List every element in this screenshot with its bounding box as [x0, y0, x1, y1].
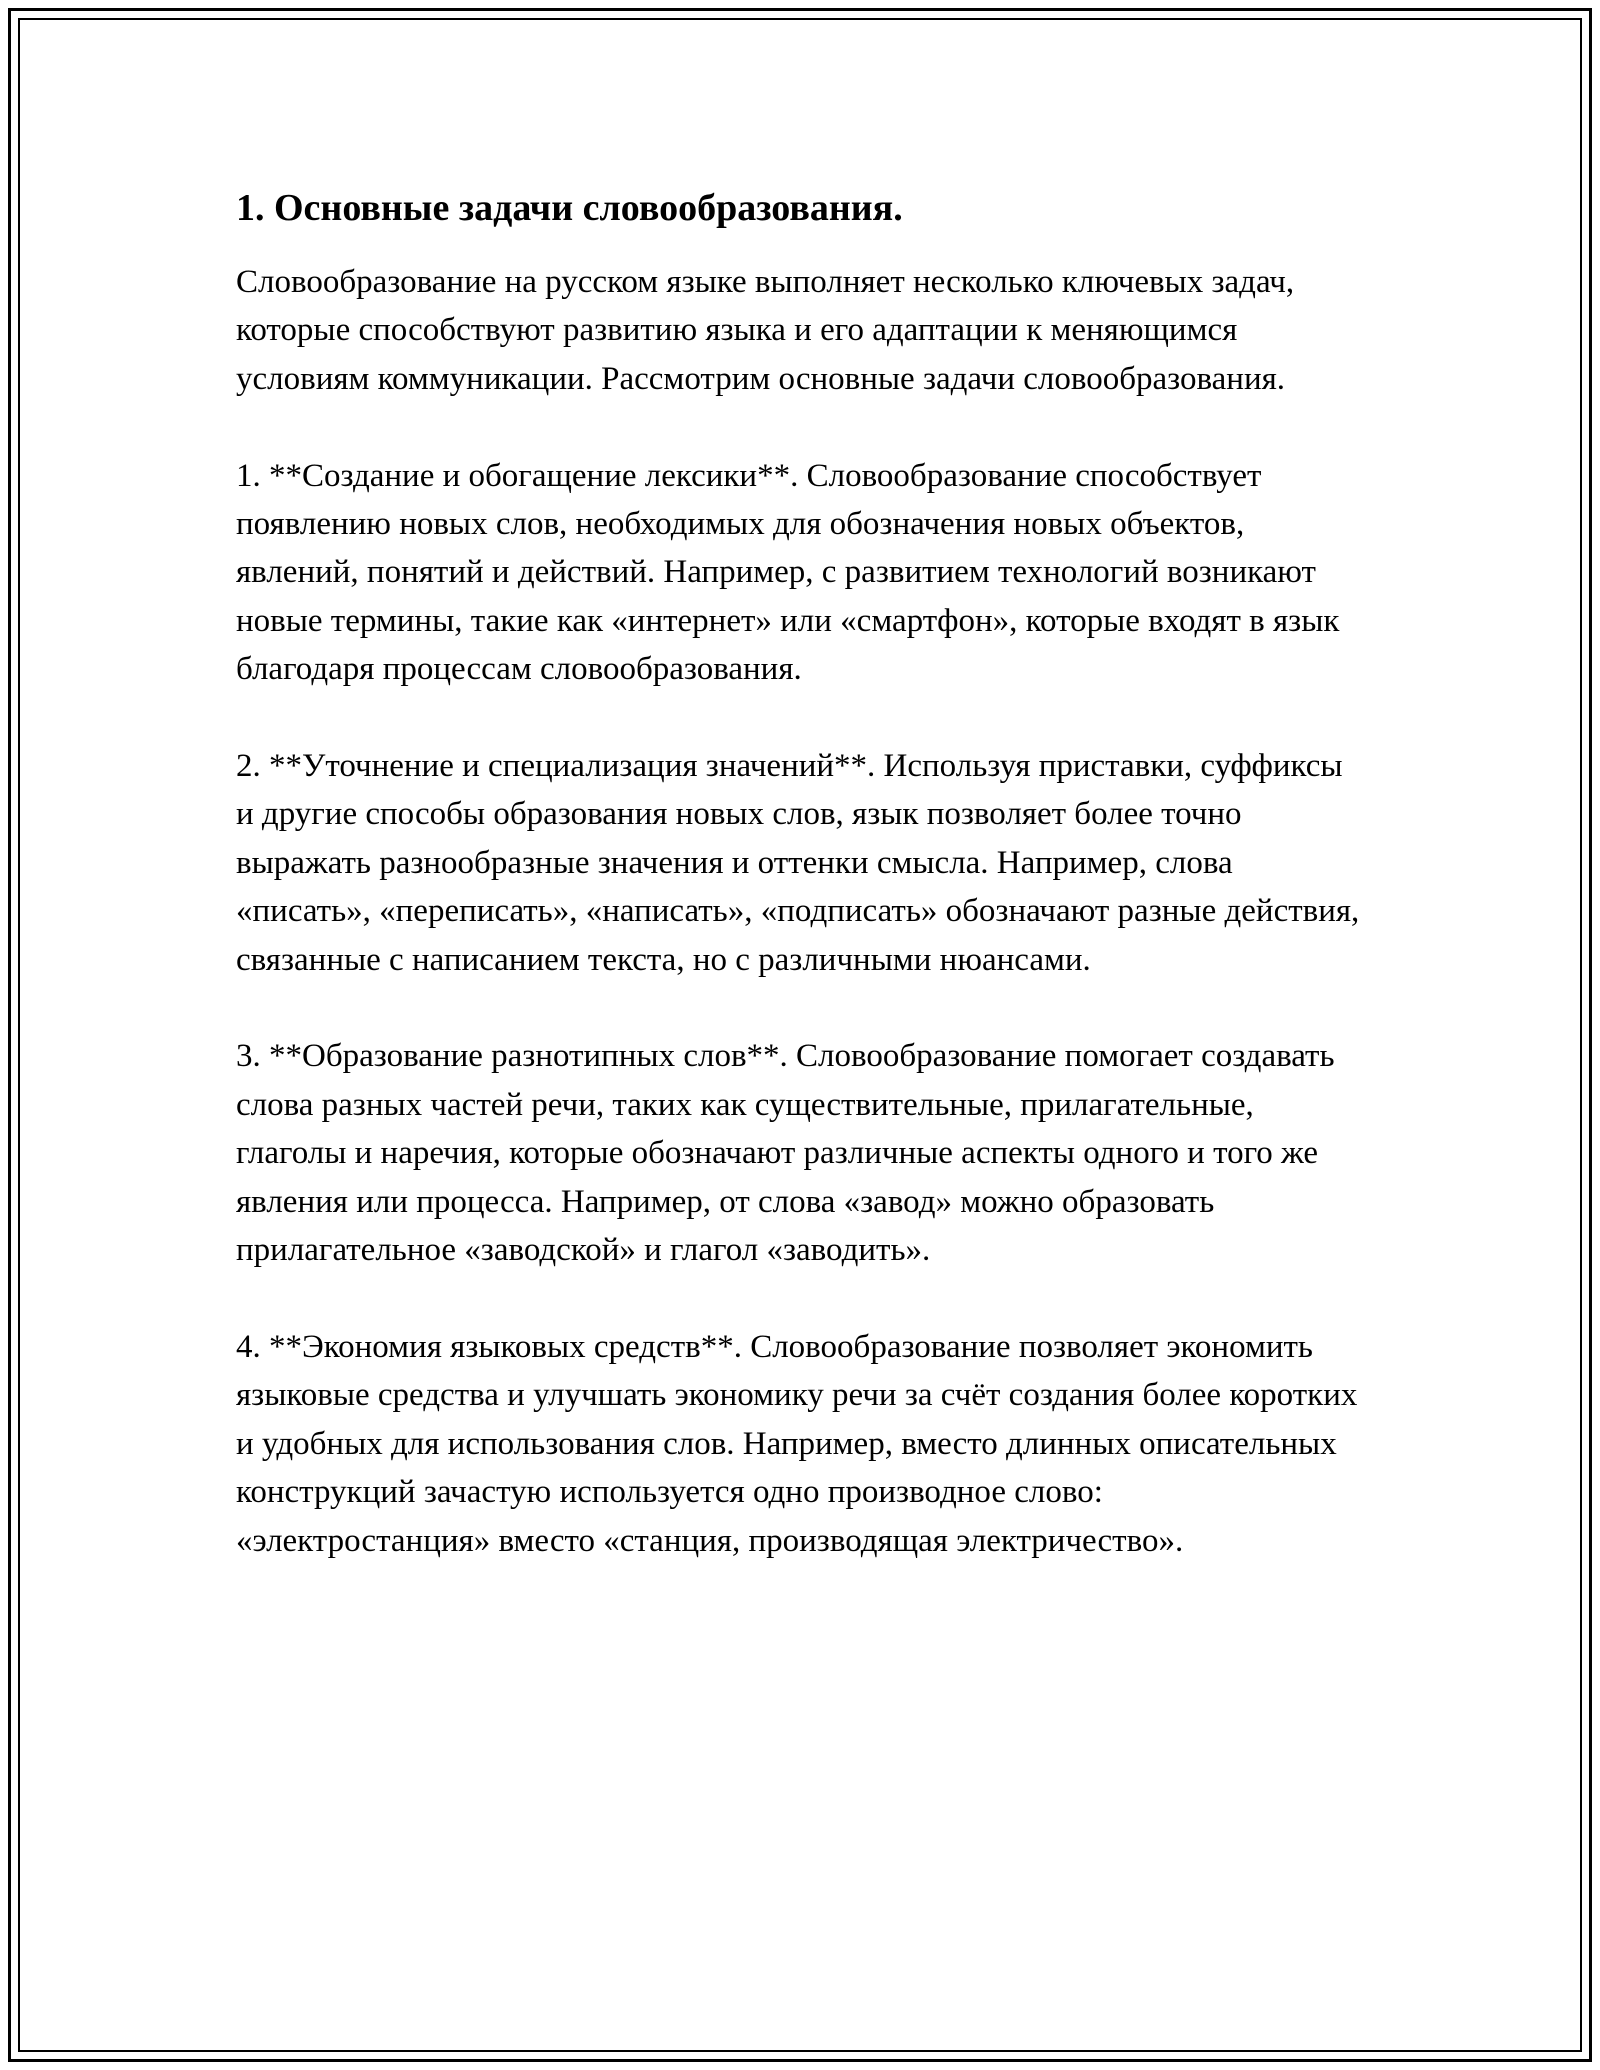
document-body — [236, 184, 1361, 1565]
list-item: 4. **Экономия языковых средств**. Словообразование позволяет экономить языковые средства и улучшать экономику речи за счёт создания более коротких и удобных для использования слов. Например, вместо длинных описательных конструкций зачастую используется одно производное слово: «электростанция» вместо «станция, производящая электричество». — [236, 1328, 1358, 1559]
list-item: 1. **Создание и обогащение лексики**. Словообразование способствует появлению новых слов, необходимых для обозначения новых объектов, явлений, понятий и действий. Например, с развитием технологий возникают новые термины, такие как «интернет» или «смартфон», которые входят в язык благодаря процессам словообразования. — [236, 457, 1340, 688]
document-heading: 1. Основные задачи словообразования. — [236, 187, 903, 229]
list-item: 3. **Образование разнотипных слов**. Словообразование помогает создавать слова разных частей речи, таких как существительные, прилагательные, глаголы и наречия, которые обозначают различные аспекты одного и того же явления или процесса. Например, от слова «завод» можно образовать прилагательное «заводской» и глагол «заводить». — [236, 1038, 1335, 1269]
list-item: 2. **Уточнение и специализация значений**. Используя приставки, суффиксы и другие способы образования новых слов, язык позволяет более точно выражать разнообразные значения и оттенки смысла. Например, слова «писать», «переписать», «написать», «подписать» обозначают разные действия, связанные с написанием текста, но с различными нюансами. — [236, 748, 1360, 978]
intro-paragraph: Словообразование на русском языке выполняет несколько ключевых задач, которые способствуют развитию языка и его адаптации к меняющимся условиям коммуникации. Рассмотрим основные задачи словообразования. — [236, 264, 1295, 397]
